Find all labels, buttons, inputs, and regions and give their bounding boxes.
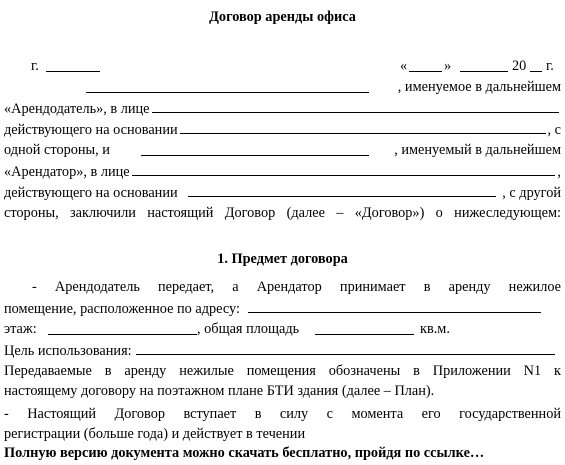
floor-field[interactable] <box>48 320 197 335</box>
purpose-label: Цель использования: <box>4 343 132 359</box>
para3-text2: регистрации (больше года) и действует в течении <box>4 426 306 442</box>
download-link[interactable] <box>4 443 561 463</box>
para2-line2 <box>4 381 561 401</box>
para3-text1: - Настоящий Договор вступает в силу с момента его государственной <box>4 406 561 422</box>
one-side-and: одной стороны, и <box>4 142 110 158</box>
year-field[interactable] <box>530 57 542 72</box>
tenant-basis-field[interactable] <box>188 182 497 197</box>
party1-line <box>4 77 561 97</box>
concluded-text: стороны, заключили настоящий Договор (далее – «Договор») о нижеследующем: <box>4 205 561 221</box>
comma-1: , с <box>547 122 561 138</box>
para1-text1: - Арендодатель передает, а Арендатор принимает в аренду нежилое <box>32 279 561 295</box>
area-field[interactable] <box>315 320 414 335</box>
other-side: , с другой <box>502 185 561 201</box>
landlord-name-field[interactable] <box>86 78 369 93</box>
tenant-line <box>4 161 561 181</box>
named-further-2: , именуемый в дальнейшем <box>394 142 561 158</box>
para2-text2: настоящему договору на поэтажном плане БТИ здания (далее – План). <box>4 383 435 399</box>
section1-heading: 1. Предмет договора <box>217 251 348 267</box>
para3-line1 <box>4 404 561 424</box>
city-date-line <box>4 56 561 76</box>
date-close-quote: » <box>444 58 452 74</box>
landlord-line <box>4 98 561 118</box>
day-field[interactable] <box>409 57 442 72</box>
basis1-line <box>4 119 561 139</box>
acting-basis-2: действующего на основании <box>4 185 178 201</box>
area-label: , общая площадь <box>197 321 300 337</box>
city-field[interactable] <box>46 57 100 72</box>
para1-line1 <box>4 277 561 297</box>
address-label: помещение, расположенное по адресу: <box>4 301 240 317</box>
purpose-line <box>4 340 561 360</box>
concluded-line <box>4 203 561 223</box>
download-link-text[interactable]: Полную версию документа можно скачать бесплатно, пройдя по ссылке… <box>4 445 485 461</box>
year-suffix: г. <box>546 58 554 74</box>
named-further-1: , именуемое в дальнейшем <box>397 79 561 95</box>
document-title: Договор аренды офиса <box>209 9 356 25</box>
tenant-rep-field[interactable] <box>132 161 556 176</box>
month-field[interactable] <box>460 57 508 72</box>
purpose-field[interactable] <box>136 340 555 355</box>
para2-text1: Передаваемые в аренду нежилые помещения обозначены в Приложении N1 к <box>4 363 561 379</box>
floor-area-line <box>4 319 561 339</box>
area-unit: кв.м. <box>420 321 450 337</box>
tenant-name-field[interactable] <box>141 141 369 156</box>
tenant-in-person: «Арендатор», в лице <box>4 164 130 180</box>
para3-line2 <box>4 424 561 444</box>
basis2-line <box>4 182 561 202</box>
landlord-basis-field[interactable] <box>180 119 546 134</box>
acting-basis-1: действующего на основании <box>4 122 178 138</box>
para2-line1 <box>4 361 561 381</box>
city-label: г. <box>31 58 39 74</box>
year-prefix: 20 <box>512 58 527 74</box>
landlord-rep-field[interactable] <box>152 98 559 113</box>
landlord-in-person: «Арендодатель», в лице <box>4 101 150 117</box>
comma-2: , <box>557 164 561 180</box>
address-field[interactable] <box>248 298 541 313</box>
floor-label: этаж: <box>4 321 37 337</box>
one-side-line <box>4 140 561 160</box>
date-open-quote: « <box>400 58 408 74</box>
para1-line2 <box>4 298 561 318</box>
